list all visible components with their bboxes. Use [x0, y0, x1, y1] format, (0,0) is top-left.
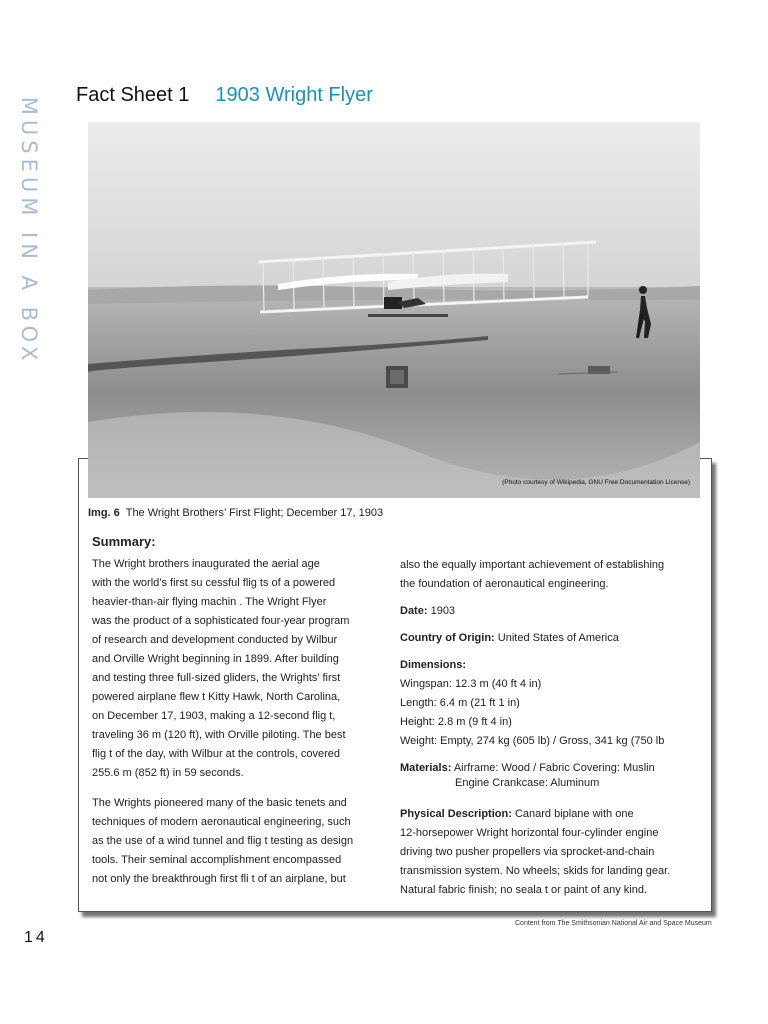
text-line: transmission system. No wheels; skids for landing gear.: [400, 865, 671, 877]
materials-line-2: Engine Crankcase: Aluminum: [455, 777, 600, 789]
text-line: driving two pusher propellers via sprocket-and-chain: [400, 846, 655, 858]
page-header: [76, 84, 373, 107]
text-line: of research and development conducted by Wilbur: [92, 634, 338, 646]
text-line: The Wright brothers inaugurated the aerial age: [92, 558, 320, 570]
date-row: [400, 602, 700, 621]
summary-paragraph-2: [92, 794, 382, 889]
text-line: with the world’s first su cessful flig ts of a powered: [92, 577, 336, 589]
side-title: [14, 86, 44, 376]
photo-illustration: [88, 122, 700, 498]
text-line: on December 17, 1903, making a 12-second flig t,: [92, 710, 336, 722]
side-title-text: MUSEUM IN A BOX: [17, 96, 41, 366]
materials-label: Materials:: [400, 762, 452, 774]
photo-credit: (Photo courtesy of Wikipedia, GNU Free Documentation License): [502, 479, 690, 486]
caption-text: The Wright Brothers’ First Flight; December 17, 1903: [125, 507, 384, 519]
text-line: 255.6 m (852 ft) in 59 seconds.: [92, 767, 244, 779]
image-caption: [88, 507, 383, 519]
physical-label: Physical Description:: [400, 808, 512, 820]
country-label: Country of Origin:: [400, 632, 495, 644]
text-line: techniques of modern aeronautical engineering, such: [92, 816, 351, 828]
summary-column: [92, 555, 382, 889]
text-line: tools. Their seminal accomplishment encompassed: [92, 854, 342, 866]
date-label: Date:: [400, 605, 428, 617]
wright-flyer-photo: [88, 122, 700, 498]
country-value: United States of America: [497, 632, 619, 644]
sheet-title: Fact Sheet 1: [76, 84, 190, 106]
text-line: traveling 36 m (120 ft), with Orville piloting. The best: [92, 729, 346, 741]
summary-paragraph-1: [92, 555, 382, 783]
physical-description: [400, 805, 700, 900]
dimension-line: Wingspan: 12.3 m (40 ft 4 in): [400, 678, 542, 690]
dimensions-label: Dimensions:: [400, 659, 467, 671]
subject-title: 1903 Wright Flyer: [215, 84, 373, 106]
text-line: the foundation of aeronautical engineering.: [400, 578, 609, 590]
physical-first-line: Canard biplane with one: [514, 808, 634, 820]
text-line: and Orville Wright beginning in 1899. After building: [92, 653, 339, 665]
materials-line-1: Airframe: Wood / Fabric Covering: Muslin: [453, 762, 655, 774]
materials-row: [400, 761, 700, 791]
text-line: also the equally important achievement of establishing: [400, 559, 665, 571]
text-line: powered airplane flew t Kitty Hawk, North Carolina,: [92, 691, 341, 703]
text-line: The Wrights pioneered many of the basic tenets and: [92, 797, 347, 809]
text-line: heavier-than-air flying machin . The Wright Flyer: [92, 596, 327, 608]
text-line: was the product of a sophisticated four-year program: [92, 615, 350, 627]
text-line: as the use of a wind tunnel and flig t testing as design: [92, 835, 354, 847]
dimension-line: Height: 2.8 m (9 ft 4 in): [400, 716, 512, 728]
text-line: 12-horsepower Wright horizontal four-cylinder engine: [400, 827, 659, 839]
text-line: flig t of the day, with Wilbur at the controls, covered: [92, 748, 341, 760]
text-line: not only the breakthrough first fli t of an airplane, but: [92, 873, 346, 885]
facts-column: [400, 556, 700, 900]
dimension-line: Weight: Empty, 274 kg (605 lb) / Gross, 341 kg (750 lb: [400, 735, 665, 747]
page-number: 14: [24, 929, 48, 946]
summary-heading: Summary:: [92, 534, 156, 549]
country-row: [400, 629, 700, 648]
text-line: and testing three full-sized gliders, the Wrights’ first: [92, 672, 341, 684]
dimension-line: Length: 6.4 m (21 ft 1 in): [400, 697, 520, 709]
date-value: 1903: [430, 605, 456, 617]
footer-credit: Content from The Smithsonian National Air and Space Museum: [515, 920, 712, 927]
text-line: Natural fabric finish; no seala t or paint of any kind.: [400, 884, 648, 896]
caption-label: Img. 6: [88, 507, 120, 519]
